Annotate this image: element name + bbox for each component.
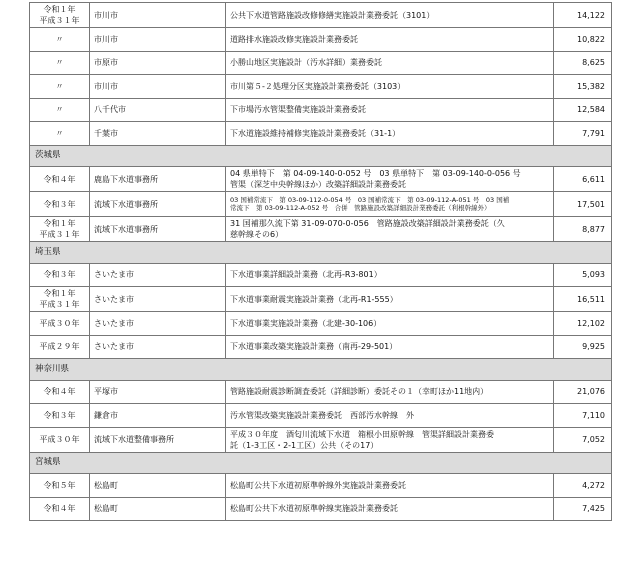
era-cell: 令和３年 — [30, 263, 90, 287]
table-row — [30, 98, 612, 122]
work-name-cell: 小勝山地区実施設計（汚水詳細）業務委託 — [226, 51, 554, 75]
era-cell: 令和１年 平成３１年 — [30, 287, 90, 312]
work-name-cell: 市川第５-２処理分区実施設計業務委託（3103） — [226, 75, 554, 99]
organization-cell: 鹿島下水道事務所 — [90, 167, 226, 192]
era-cell: 令和４年 — [30, 167, 90, 192]
work-name-cell: 下市場汚水管渠整備実施設計業務委託 — [226, 98, 554, 122]
amount-cell: 7,052 — [554, 427, 612, 452]
amount-cell: 17,501 — [554, 192, 612, 217]
table-row — [30, 28, 612, 52]
records-sheet — [29, 2, 611, 521]
amount-cell: 8,625 — [554, 51, 612, 75]
work-name-cell: 31 国補那久流下第 31-09-070-0-056 管路施設改築詳細設計業務委託（久 慈幹線その6） — [226, 217, 554, 242]
organization-cell: 流域下水道事務所 — [90, 192, 226, 217]
amount-cell: 8,877 — [554, 217, 612, 242]
amount-cell: 12,584 — [554, 98, 612, 122]
amount-cell: 16,511 — [554, 287, 612, 312]
work-name-cell: 下水道事業実施設計業務（北建-30-106） — [226, 312, 554, 336]
amount-cell: 15,382 — [554, 75, 612, 99]
work-name-cell: 管路施設耐震診断調査委託（詳細診断）委託その１（幸町ほか11地内） — [226, 380, 554, 404]
organization-cell: さいたま市 — [90, 335, 226, 359]
work-name-cell: 下水道施設維持補修実施設計業務委託（31-1） — [226, 122, 554, 146]
table-row — [30, 427, 612, 452]
prefecture-header — [30, 145, 612, 167]
amount-cell: 7,791 — [554, 122, 612, 146]
era-cell: 〃 — [30, 98, 90, 122]
organization-cell: 市川市 — [90, 75, 226, 99]
era-cell: 令和１年 平成３１年 — [30, 217, 90, 242]
amount-cell: 14,122 — [554, 3, 612, 28]
table-row — [30, 474, 612, 498]
era-cell: 令和３年 — [30, 404, 90, 428]
era-cell: 令和５年 — [30, 474, 90, 498]
era-cell: 〃 — [30, 75, 90, 99]
table-row — [30, 167, 612, 192]
table-row — [30, 122, 612, 146]
table-row — [30, 497, 612, 521]
organization-cell: 市川市 — [90, 3, 226, 28]
work-name-cell: 松島町公共下水道初原準幹線外実施設計業務委託 — [226, 474, 554, 498]
era-cell: 平成３０年 — [30, 427, 90, 452]
organization-cell: さいたま市 — [90, 263, 226, 287]
prefecture-header — [30, 359, 612, 381]
work-name-cell: 公共下水道管路施設改修修繕実施設計業務委託（3101） — [226, 3, 554, 28]
work-name-cell: 下水道事業詳細設計業務（北再-R3-801） — [226, 263, 554, 287]
era-cell: 〃 — [30, 122, 90, 146]
work-name-cell: 下水道事業耐震実施設計業務（北再-R1-555） — [226, 287, 554, 312]
prefecture-header — [30, 452, 612, 474]
work-name-cell: 道路排水施設改修実施設計業務委託 — [226, 28, 554, 52]
era-cell: 令和３年 — [30, 192, 90, 217]
table-row — [30, 75, 612, 99]
era-cell: 令和４年 — [30, 497, 90, 521]
prefecture-label: 神奈川県 — [30, 359, 612, 381]
amount-cell: 6,611 — [554, 167, 612, 192]
work-name-cell: 汚水管渠改築実施設計業務委託 西部汚水幹線 外 — [226, 404, 554, 428]
table-row — [30, 217, 612, 242]
amount-cell: 9,925 — [554, 335, 612, 359]
era-cell: 平成２９年 — [30, 335, 90, 359]
table-row — [30, 3, 612, 28]
table-row — [30, 312, 612, 336]
table-row — [30, 380, 612, 404]
records-body — [30, 3, 612, 521]
prefecture-header — [30, 242, 612, 264]
organization-cell: 千葉市 — [90, 122, 226, 146]
organization-cell: 市原市 — [90, 51, 226, 75]
era-cell: 令和１年 平成３１年 — [30, 3, 90, 28]
organization-cell: 市川市 — [90, 28, 226, 52]
organization-cell: 八千代市 — [90, 98, 226, 122]
table-row — [30, 192, 612, 217]
organization-cell: 平塚市 — [90, 380, 226, 404]
organization-cell: 流域下水道事務所 — [90, 217, 226, 242]
prefecture-label: 埼玉県 — [30, 242, 612, 264]
amount-cell: 5,093 — [554, 263, 612, 287]
table-row — [30, 335, 612, 359]
work-name-cell: 下水道事業改築実施設計業務（南再-29-501） — [226, 335, 554, 359]
organization-cell: 流域下水道整備事務所 — [90, 427, 226, 452]
work-name-cell: 04 県単特下 第 04-09-140-0-052 号 03 県単特下 第 03-09-140-0-056 号 管渠（深芝中央幹線ほか）改築詳細設計業務委託 — [226, 167, 554, 192]
organization-cell: 松島町 — [90, 497, 226, 521]
era-cell: 〃 — [30, 28, 90, 52]
amount-cell: 4,272 — [554, 474, 612, 498]
work-name-cell: 平成３０年度 酒匂川流域下水道 箱根小田原幹線 管渠詳細設計業務委 託（1-3工区・2-1工区）公共（その17） — [226, 427, 554, 452]
table-row — [30, 263, 612, 287]
era-cell: 平成３０年 — [30, 312, 90, 336]
work-name-cell: 松島町公共下水道初原準幹線実施設計業務委託 — [226, 497, 554, 521]
era-cell: 〃 — [30, 51, 90, 75]
prefecture-label: 宮城県 — [30, 452, 612, 474]
amount-cell: 21,076 — [554, 380, 612, 404]
era-cell: 令和４年 — [30, 380, 90, 404]
amount-cell: 10,822 — [554, 28, 612, 52]
amount-cell: 12,102 — [554, 312, 612, 336]
table-row — [30, 51, 612, 75]
table-row — [30, 404, 612, 428]
amount-cell: 7,425 — [554, 497, 612, 521]
organization-cell: さいたま市 — [90, 312, 226, 336]
amount-cell: 7,110 — [554, 404, 612, 428]
organization-cell: 鎌倉市 — [90, 404, 226, 428]
organization-cell: さいたま市 — [90, 287, 226, 312]
organization-cell: 松島町 — [90, 474, 226, 498]
records-table — [29, 2, 612, 521]
table-row — [30, 287, 612, 312]
prefecture-label: 茨城県 — [30, 145, 612, 167]
work-name-cell: 03 国補常流下 第 03-09-112-0-054 号 03 国補常流下 第 03-09-112-A-051 号 03 国補 常流下 第 03-09-112-A-052 号 合併 管路施設改築詳細設計業務委託（利根幹線外） — [226, 192, 554, 217]
